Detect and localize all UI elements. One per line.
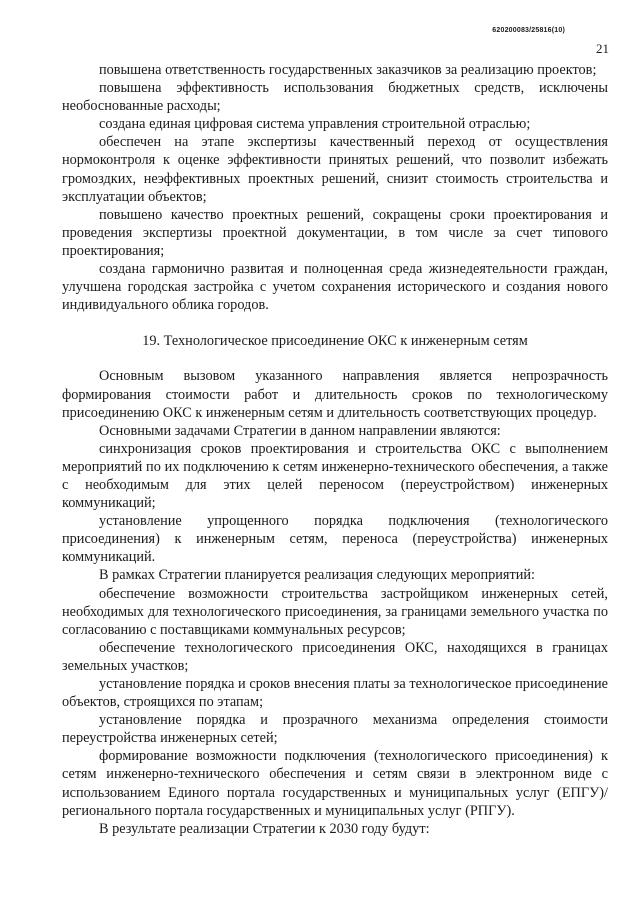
paragraph: повышена эффективность использования бюджетных средств, исключены необоснованные расходы; — [62, 80, 608, 115]
paragraph: создана единая цифровая система управления строительной отраслью; — [99, 116, 531, 133]
paragraph: Основными задачами Стратегии в данном направлении являются: — [99, 422, 501, 439]
paragraph: установление порядка и сроков внесения платы за технологическое присоединение объектов, строящихся по этапам; — [62, 676, 608, 711]
paragraph: В рамках Стратегии планируется реализация следующих мероприятий: — [99, 567, 536, 584]
paragraph: синхронизация сроков проектирования и строительства ОКС с выполнением мероприятий по их подключению к сетям инженерно-технического обеспечения, а также с необходимым для этих целей переносом (переустройством) инженерных коммуникаций; — [62, 440, 608, 512]
paragraph: обеспечение возможности строительства застройщиком инженерных сетей, необходимых для технологического присоединения, за границами земельного участка по согласованию с поставщиками коммунальных ресурсов; — [62, 585, 608, 638]
document-code: 620200083/25816(10) — [492, 27, 565, 34]
paragraph: В результате реализации Стратегии к 2030 году будут: — [99, 820, 430, 837]
page-number: 21 — [596, 41, 609, 56]
paragraph: повышена ответственность государственных заказчиков за реализацию проектов; — [99, 62, 597, 78]
paragraph: установление упрощенного порядка подключения (технологического присоединения) к инженерным сетям, переноса (переустройства) инженерных коммуникаций. — [62, 513, 608, 566]
paragraph: Основным вызовом указанного направления является непрозрачность формирования стоимости работ и длительность сроков по технологическому присоединению ОКС к инженерным сетям и длительность соответствующих процедур. — [62, 368, 608, 421]
paragraph: формирование возможности подключения (технологического присоединения) к сетям инженерно-технического обеспечения и сетям связи в электронном виде с использованием Единого портала государственных и муниципальных услуг (ЕПГУ)/ регионального портала государственных и муниципальных услуг (РПГУ). — [62, 748, 608, 819]
paragraph: повышено качество проектных решений, сокращены сроки проектирования и проведения экспертизы проектной документации, в том числе за счет типового проектирования; — [62, 206, 608, 259]
paragraph: обеспечен на этапе экспертизы качественный переход от осуществления нормоконтроля к оценке эффективности принятых решений, что позволит избежать громоздких, неэффективных проектных решений, снизит стоимость строительства и эксплуатации объектов; — [62, 134, 608, 205]
paragraph: установление порядка и прозрачного механизма определения стоимости переустройства инженерных сетей; — [62, 712, 608, 747]
section-heading: 19. Технологическое присоединение ОКС к инженерным сетям — [142, 333, 528, 350]
paragraph: создана гармонично развитая и полноценная среда жизнедеятельности граждан, улучшена городская застройка с учетом сохранения исторического и создания нового индивидуального облика городов. — [62, 261, 608, 314]
paragraph: обеспечение технологического присоединения ОКС, находящихся в границах земельных участков; — [62, 639, 608, 674]
document-body — [62, 61, 608, 838]
